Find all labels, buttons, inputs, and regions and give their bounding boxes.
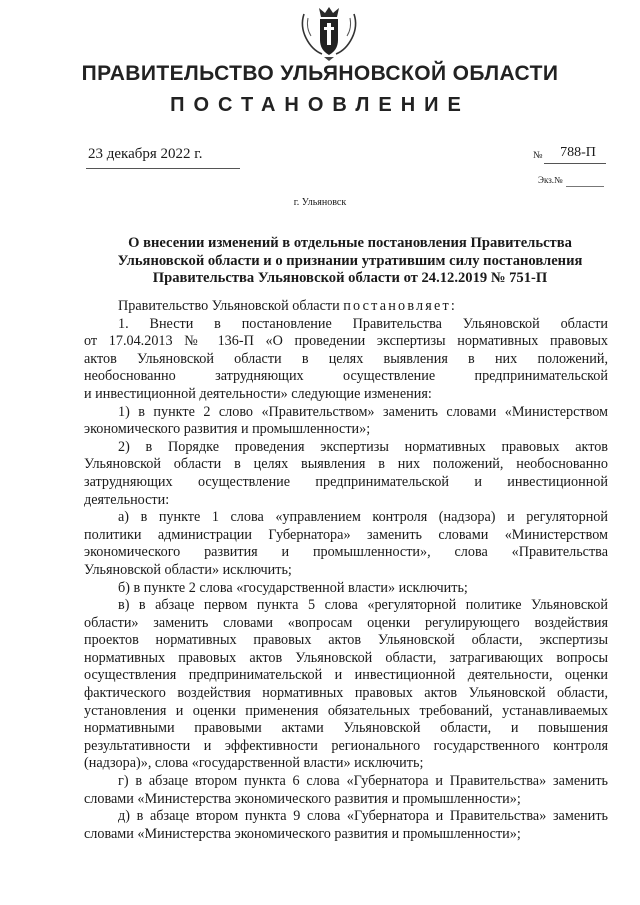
subitem-2 (84, 439, 608, 509)
text-line: словами «Министерства экономического развития и промышленности»; (84, 790, 521, 807)
text-line: осуществления предпринимательской и инвестиционной деятельности, оценки (84, 667, 608, 684)
text-line: от 17.04.2013 № 136-П «О проведении экспертизы нормативных правовых (84, 333, 608, 350)
text-line: актов Ульяновской области в целях выявления в них положений, (84, 350, 608, 367)
subitem-1 (84, 404, 608, 439)
city: г. Ульяновск (293, 197, 347, 208)
text-line: и инвестиционной деятельности» следующие изменения: (84, 385, 432, 402)
document-type: ПОСТАНОВЛЕНИЕ (170, 94, 470, 116)
copy-number-label: Экз.№ (538, 175, 563, 185)
text-line: Ульяновской области в целях выявления в них положений, необоснованно (84, 456, 608, 473)
subject-line: Правительства Ульяновской области от 24.12.2019 № 751-П (152, 270, 548, 286)
preamble (84, 298, 608, 316)
document-body (84, 298, 608, 843)
text-line: установления и оценки применения обязательных требований, устанавливаемых (84, 702, 608, 719)
copy-number-underline (566, 186, 604, 187)
subitem-b (84, 580, 608, 598)
subject-line: О внесении изменений в отдельные постановления Правительства (128, 235, 572, 251)
coat-of-arms-icon (298, 4, 360, 62)
preamble-verb: постановляет: (343, 298, 458, 314)
text-line: 1. Внести в постановление Правительства Ульяновской области (118, 315, 608, 332)
text-line: фактического воздействия нормативных правовых актов Ульяновской области, (84, 685, 608, 702)
text-line: экономического развития и промышленности», слова «Правительства (84, 544, 608, 561)
subitem-d (84, 808, 608, 843)
text-line: д) в абзаце втором пункта 9 слова «Губернатора и Правительства» заменить (118, 808, 608, 825)
text-line: г) в абзаце втором пункта 6 слова «Губернатора и Правительства» заменить (118, 773, 608, 790)
text-line: экономического развития и промышленности»; (84, 421, 371, 438)
document-subject (80, 235, 620, 288)
text-line: затрудняющих осуществление предпринимательской и инвестиционной (84, 473, 608, 490)
text-line: (надзора)», слова «государственной власти» исключить; (84, 755, 424, 772)
text-line: в) в абзаце первом пункта 5 слова «регуляторной политике Ульяновской (118, 597, 608, 614)
organization-title: ПРАВИТЕЛЬСТВО УЛЬЯНОВСКОЙ ОБЛАСТИ (81, 62, 559, 85)
text-line: необоснованно затрудняющих осуществление предпринимательской (84, 368, 608, 385)
date-underline (86, 168, 240, 169)
text-line: а) в пункте 1 слова «управлением контроля (надзора) и регуляторной (118, 509, 608, 526)
text-line: словами «Министерства экономического развития и промышленности»; (84, 825, 521, 842)
subject-line: Ульяновской области и о признании утратившим силу постановления (117, 252, 583, 269)
text-line: нормативными правовыми актами Ульяновской области, и повышения (84, 720, 608, 737)
document-date: 23 декабря 2022 г. (88, 146, 203, 162)
document-number: 788-П (560, 145, 596, 160)
subitem-v (84, 597, 608, 773)
text-line: б) в пункте 2 слова «государственной власти» исключить; (118, 579, 468, 596)
text-line: области» заменить словами «вопросам оценки регулирующего воздействия (84, 614, 608, 631)
text-line: результативности и эффективности регионального государственного контроля (84, 737, 608, 754)
number-sign: № (533, 150, 543, 161)
text-line: проектов нормативных правовых актов Ульяновской области, экспертизы (84, 632, 608, 649)
text-line: Ульяновской области» исключить; (84, 561, 292, 578)
subitem-a (84, 509, 608, 579)
text-line: 2) в Порядке проведения экспертизы нормативных правовых актов (118, 438, 608, 455)
number-underline (544, 163, 606, 164)
subitem-g (84, 773, 608, 808)
preamble-text: Правительство Ульяновской области (118, 298, 344, 314)
text-line: деятельности: (84, 491, 170, 508)
text-line: 1) в пункте 2 слово «Правительством» заменить словами «Министерством (118, 403, 608, 420)
text-line: политики администрации Губернатора» заменить словами «Министерством (84, 526, 608, 543)
item-1 (84, 316, 608, 404)
text-line: нормативных правовых актов Ульяновской области, затрагивающих вопросы (84, 649, 608, 666)
